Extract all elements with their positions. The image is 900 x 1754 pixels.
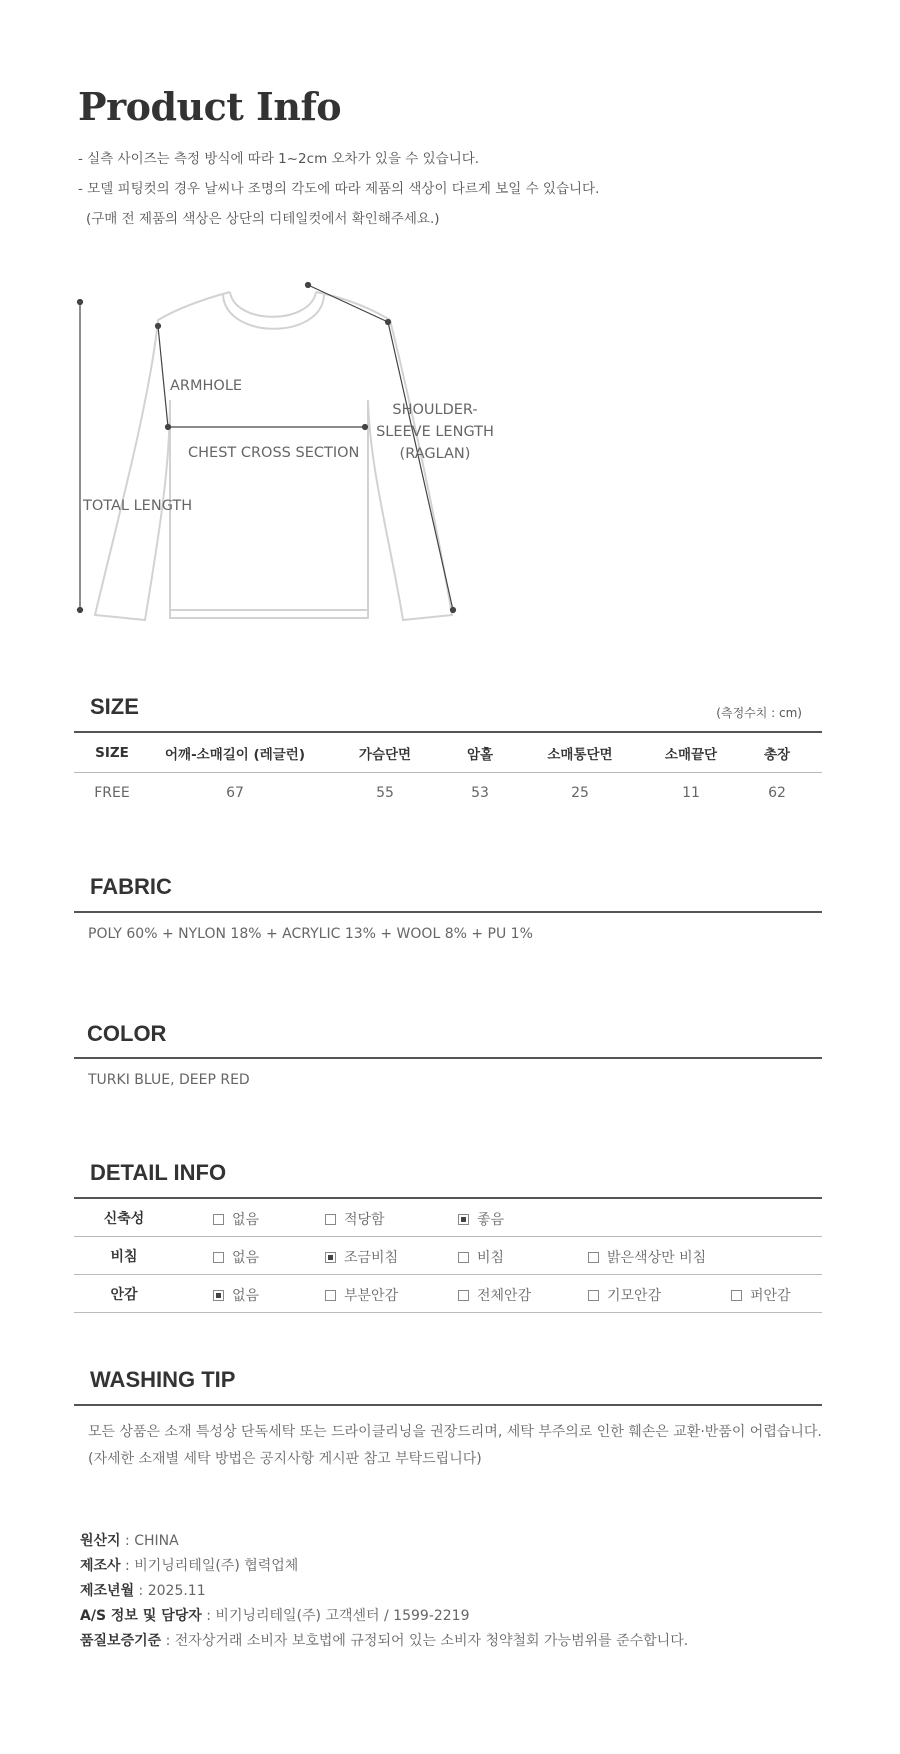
sleeve-label-2: SLEEVE LENGTH — [376, 424, 494, 440]
info-line-warranty: 품질보증기준 : 전자상거래 소비자 보호법에 규정되어 있는 소비자 청약철회 가능범위를 준수합니다. — [80, 1633, 689, 1649]
divider — [74, 911, 822, 913]
checkbox-icon — [325, 1290, 336, 1301]
checkbox-icon — [213, 1252, 224, 1263]
table-header: SIZE — [74, 733, 150, 773]
option-sheer-slight[interactable]: 조금비침 — [325, 1247, 398, 1267]
option-stretch-good[interactable]: 좋음 — [458, 1209, 504, 1229]
checkbox-icon — [213, 1214, 224, 1225]
table-header: 소매통단면 — [510, 733, 650, 773]
table-cell: 53 — [471, 785, 489, 801]
option-lining-full[interactable]: 전체안감 — [458, 1285, 531, 1305]
detail-row-stretch — [74, 1199, 822, 1237]
option-sheer-yes[interactable]: 비침 — [458, 1247, 504, 1267]
table-header: 소매끝단 — [650, 733, 732, 773]
table-cell: 62 — [768, 785, 786, 801]
detail-table — [74, 1199, 822, 1313]
divider — [74, 1057, 822, 1059]
table-cell: 67 — [226, 785, 244, 801]
detail-row-lining — [74, 1275, 822, 1313]
detail-section-title: DETAIL INFO — [90, 1160, 227, 1185]
sleeve-label-3: (RAGLAN) — [399, 446, 471, 462]
product-legal-info — [80, 1530, 688, 1655]
info-line-manufacturer: 제조사 : 비기닝리테일(주) 협력업체 — [80, 1558, 299, 1574]
option-lining-fleece[interactable]: 기모안감 — [588, 1285, 661, 1305]
option-sheer-light-colors[interactable]: 밝은색상만 비침 — [588, 1247, 706, 1267]
option-lining-fur[interactable]: 퍼안감 — [731, 1285, 791, 1305]
checkbox-icon — [325, 1214, 336, 1225]
table-header: 암홀 — [450, 733, 510, 773]
table-header: 어깨-소매길이 (레글런) — [150, 733, 320, 773]
unit-note: (측정수치 : cm) — [716, 706, 802, 720]
option-stretch-none[interactable]: 없음 — [213, 1209, 259, 1229]
detail-row-sheer — [74, 1237, 822, 1275]
note-line: (구매 전 제품의 색상은 상단의 디테일컷에서 확인해주세요.) — [86, 211, 440, 227]
total-length-label: TOTAL LENGTH — [83, 498, 193, 514]
chest-label: CHEST CROSS SECTION — [188, 445, 360, 461]
detail-row-label: 안감 — [74, 1275, 174, 1313]
armhole-label: ARMHOLE — [170, 378, 243, 394]
detail-row-label: 비침 — [74, 1237, 174, 1275]
washing-section-title: WASHING TIP — [90, 1367, 236, 1392]
size-table — [74, 733, 822, 813]
table-header: 가슴단면 — [320, 733, 450, 773]
option-lining-partial[interactable]: 부분안감 — [325, 1285, 398, 1305]
color-text: TURKI BLUE, DEEP RED — [88, 1072, 250, 1088]
table-cell: 55 — [376, 785, 394, 801]
info-line-date: 제조년월 : 2025.11 — [80, 1583, 206, 1599]
checkbox-checked-icon — [213, 1290, 224, 1301]
product-notes — [78, 148, 599, 238]
divider — [74, 1404, 822, 1406]
size-section-title: SIZE — [90, 694, 139, 719]
checkbox-checked-icon — [458, 1214, 469, 1225]
option-sheer-none[interactable]: 없음 — [213, 1247, 259, 1267]
color-section-title: COLOR — [87, 1021, 167, 1046]
checkbox-icon — [588, 1252, 599, 1263]
option-lining-none[interactable]: 없음 — [213, 1285, 259, 1305]
detail-row-label: 신축성 — [74, 1199, 174, 1237]
table-header: 총장 — [732, 733, 822, 773]
table-cell: FREE — [94, 785, 130, 801]
info-line-as: A/S 정보 및 담당자 : 비기닝리테일(주) 고객센터 / 1599-2219 — [80, 1608, 470, 1624]
page-title: Product Info — [78, 84, 342, 129]
washing-line: (자세한 소재별 세탁 방법은 공지사항 게시판 참고 부탁드립니다) — [88, 1451, 482, 1467]
note-line: - 모델 피팅컷의 경우 날씨나 조명의 각도에 따라 제품의 색상이 다르게 보일 수 있습니다. — [78, 181, 600, 197]
option-stretch-moderate[interactable]: 적당함 — [325, 1209, 385, 1229]
fabric-text: POLY 60% + NYLON 18% + ACRYLIC 13% + WOOL 8% + PU 1% — [88, 926, 533, 942]
checkbox-icon — [588, 1290, 599, 1301]
checkbox-icon — [458, 1252, 469, 1263]
sleeve-label-1: SHOULDER- — [392, 402, 478, 418]
table-row — [74, 773, 822, 814]
washing-text — [88, 1421, 822, 1475]
table-header-row — [74, 733, 822, 773]
table-cell: 25 — [571, 785, 589, 801]
info-line-origin: 원산지 : CHINA — [80, 1533, 179, 1549]
checkbox-checked-icon — [325, 1252, 336, 1263]
table-cell: 11 — [682, 785, 700, 801]
checkbox-icon — [731, 1290, 742, 1301]
fabric-section-title: FABRIC — [90, 874, 172, 899]
measurement-diagram — [70, 280, 550, 640]
note-line: - 실측 사이즈는 측정 방식에 따라 1~2cm 오차가 있을 수 있습니다. — [78, 151, 480, 167]
washing-line: 모든 상품은 소재 특성상 단독세탁 또는 드라이클리닝을 권장드리며, 세탁 부주의로 인한 훼손은 교환·반품이 어렵습니다. — [88, 1424, 822, 1440]
checkbox-icon — [458, 1290, 469, 1301]
